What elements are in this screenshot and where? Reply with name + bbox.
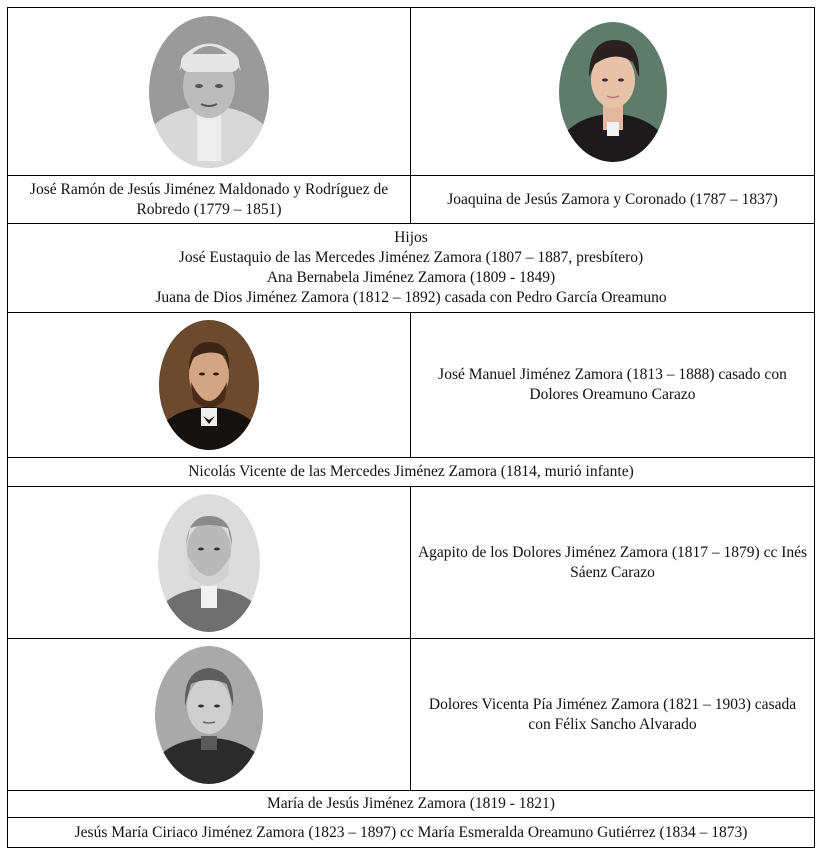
jose-manuel-row	[8, 313, 814, 458]
hijos-item-ana-bernabela: Ana Bernabela Jiménez Zamora (1809 - 1849)	[266, 269, 556, 286]
agapito-row	[8, 487, 814, 639]
mother-name: Joaquina de Jesús Zamora y Coronado (1787 – 1837)	[447, 190, 778, 208]
parents-name-row	[8, 176, 814, 224]
mother-portrait-cell	[411, 8, 814, 175]
hijos-cell	[8, 224, 814, 312]
parents-portrait-row	[8, 8, 814, 176]
hijos-item-juana-de-dios: Juana de Dios Jiménez Zamora (1812 – 1892) casada con Pedro García Oreamuno	[155, 289, 667, 306]
maria-row	[8, 791, 814, 818]
hijos-row	[8, 224, 814, 313]
agapito-portrait-image	[158, 494, 260, 632]
jesus-maria-row	[8, 818, 814, 847]
nicolas-name: Nicolás Vicente de las Mercedes Jiménez Zamora (1814, murió infante)	[188, 463, 634, 480]
father-portrait-image	[149, 16, 269, 168]
jose-manuel-portrait-image	[159, 320, 259, 450]
hijos-heading: Hijos	[394, 229, 428, 246]
hijos-item-jose-eustaquio: José Eustaquio de las Mercedes Jiménez Zamora (1807 – 1887, presbítero)	[178, 249, 644, 266]
dolores-row	[8, 639, 814, 791]
genealogy-table	[7, 7, 815, 848]
maria-name: María de Jesús Jiménez Zamora (1819 - 1821)	[267, 795, 555, 812]
father-name: José Ramón de Jesús Jiménez Maldonado y Rodríguez de Robredo (1779 – 1851)	[8, 176, 411, 223]
jesus-maria-name: Jesús María Ciriaco Jiménez Zamora (1823 – 1897) cc María Esmeralda Oreamuno Gutiérrez (1834 – 1873)	[74, 823, 748, 841]
agapito-portrait-cell	[8, 487, 411, 638]
nicolas-row	[8, 458, 814, 487]
mother-portrait-image	[559, 22, 667, 162]
jose-manuel-portrait-cell	[8, 313, 411, 457]
dolores-portrait-image	[155, 646, 263, 784]
dolores-name: Dolores Vicenta Pía Jiménez Zamora (1821 – 1903) casada con Félix Sancho Alvarado	[428, 695, 797, 733]
father-portrait-cell	[8, 8, 411, 175]
agapito-name: Agapito de los Dolores Jiménez Zamora (1817 – 1879) cc Inés Sáenz Carazo	[417, 543, 808, 581]
dolores-portrait-cell	[8, 639, 411, 790]
jose-manuel-name: José Manuel Jiménez Zamora (1813 – 1888) casado con Dolores Oreamuno Carazo	[438, 366, 787, 403]
